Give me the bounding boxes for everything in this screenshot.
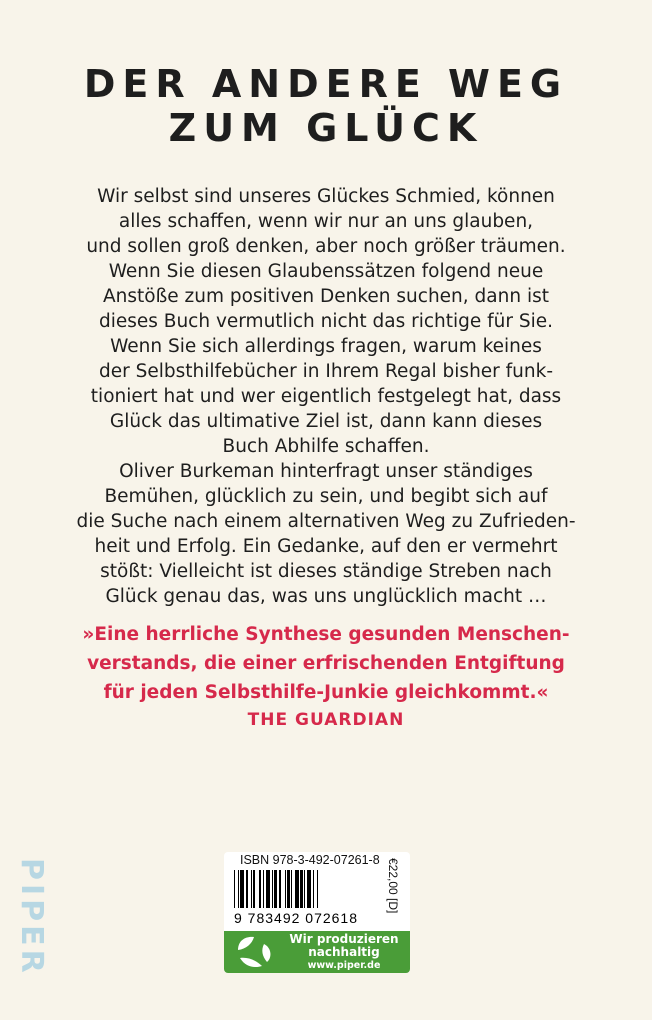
- blurb-line: tioniert hat und wer eigentlich festgelegt hat, dass: [90, 386, 562, 407]
- quote-line: für jeden Selbsthilfe-Junkie gleichkommt.«: [103, 682, 549, 703]
- quote-source: THE GUARDIAN: [247, 710, 405, 730]
- price: €22,00 [D]: [386, 858, 400, 914]
- eco-line1: Wir produzieren: [289, 932, 399, 946]
- isbn-text: ISBN 978-3-492-07261-8: [240, 853, 380, 867]
- publisher-url[interactable]: www.piper.de: [307, 960, 381, 971]
- quote-line: verstands, die einer erfrischenden Entgiftung: [87, 653, 565, 674]
- quote-line: »Eine herrliche Synthese gesunden Menschen-: [82, 624, 570, 645]
- barcode-digits: 9 783492 072618: [234, 910, 358, 926]
- barcode-label: [224, 852, 410, 973]
- recycle-leaves-icon: [234, 934, 274, 970]
- blurb-line: und sollen groß denken, aber noch größer träumen.: [86, 236, 566, 257]
- blurb-line: Anstöße zum positiven Denken suchen, dann ist: [103, 286, 549, 307]
- blurb-line: stößt: Vielleicht ist dieses ständige Streben nach: [100, 561, 552, 582]
- blurb: [0, 184, 652, 609]
- blurb-line: Glück genau das, was uns unglücklich macht …: [105, 586, 547, 607]
- blurb-line: Wir selbst sind unseres Glückes Schmied, können: [97, 186, 555, 207]
- blurb-line: die Suche nach einem alternativen Weg zu Zufrieden-: [76, 511, 576, 532]
- publisher-logo: PIPER: [14, 858, 49, 977]
- eco-label: [224, 931, 410, 973]
- blurb-line: Bemühen, glücklich zu sein, und begibt sich auf: [104, 486, 548, 507]
- barcode-gap: [318, 870, 319, 908]
- blurb-line: heit und Erfolg. Ein Gedanke, auf den er vermehrt: [94, 536, 558, 557]
- blurb-line: alles schaffen, wenn wir nur an uns glauben,: [118, 211, 534, 232]
- eco-line2: nachhaltig: [308, 945, 380, 959]
- blurb-line: Wenn Sie diesen Glaubenssätzen folgend neue: [108, 261, 544, 282]
- blurb-line: der Selbsthilfebücher in Ihrem Regal bisher funk-: [98, 361, 554, 382]
- blurb-line: Wenn Sie sich allerdings fragen, warum keines: [110, 336, 542, 357]
- blurb-line: Buch Abhilfe schaffen.: [222, 436, 430, 457]
- barcode: [234, 870, 374, 908]
- review-quote: [0, 620, 652, 707]
- blurb-line: dieses Buch vermutlich nicht das richtige für Sie.: [98, 311, 554, 332]
- title-line: DER ANDERE WEG: [83, 62, 569, 106]
- blurb-line: Oliver Burkeman hinterfragt unser ständiges: [119, 461, 533, 482]
- title-line: ZUM GLÜCK: [168, 106, 484, 150]
- blurb-line: Glück das ultimative Ziel ist, dann kann dieses: [109, 411, 543, 432]
- book-title: [0, 62, 652, 150]
